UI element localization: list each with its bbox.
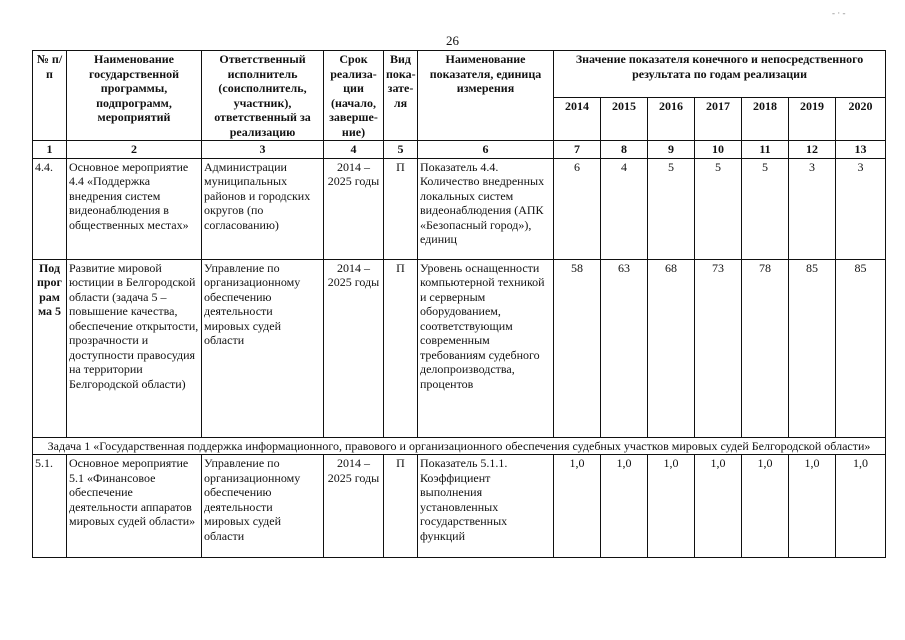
row-type: П [384, 259, 418, 437]
margin-mark: - · - [832, 8, 846, 18]
task-title: Задача 1 «Государственная поддержка информационного, правового и организационного обеспечения судебных участков мировых судей Белгородской области» [33, 437, 886, 455]
row-value: 85 [836, 259, 886, 437]
row-name: Развитие мировой юстиции в Белгородской области (задача 5 – повышение качества, обеспечение открытости, прозрачности и доступности правосудия на территории Белгородской области) [67, 259, 202, 437]
row-indicator: Показатель 4.4. Количество внедренных локальных систем видеонаблюдения (АПК «Безопасный город»), единиц [418, 158, 554, 259]
header-no: № п/п [33, 51, 67, 141]
row-number: 5.1. [33, 455, 67, 558]
row-value: 3 [836, 158, 886, 259]
row-term: 2014 – 2025 годы [324, 259, 384, 437]
row-responsible: Управление по организационному обеспечению деятельности мировых судей области [202, 455, 324, 558]
row-value: 63 [601, 259, 648, 437]
row-indicator: Уровень оснащенности компьютерной техникой и серверным оборудованием, соответствующим современным требованиям судебного делопроизводства, процентов [418, 259, 554, 437]
row-term: 2014 – 2025 годы [324, 158, 384, 259]
column-number: 1 [33, 141, 67, 159]
table-row [33, 158, 886, 259]
row-name: Основное мероприятие 5.1 «Финансовое обеспечение деятельности аппаратов мировых судей области» [67, 455, 202, 558]
row-value: 1,0 [554, 455, 601, 558]
column-number: 13 [836, 141, 886, 159]
row-value: 6 [554, 158, 601, 259]
row-value: 5 [695, 158, 742, 259]
row-value: 78 [742, 259, 789, 437]
row-value: 5 [648, 158, 695, 259]
column-number-row [33, 141, 886, 159]
table-row [33, 259, 886, 437]
row-name: Основное мероприятие 4.4 «Поддержка внедрения систем видеонаблюдения в общественных местах» [67, 158, 202, 259]
header-year: 2016 [648, 98, 695, 141]
column-number: 6 [418, 141, 554, 159]
header-values: Значение показателя конечного и непосредственного результата по годам реализации [554, 51, 886, 98]
header-year: 2017 [695, 98, 742, 141]
row-value: 3 [789, 158, 836, 259]
column-number: 12 [789, 141, 836, 159]
column-number: 9 [648, 141, 695, 159]
row-type: П [384, 455, 418, 558]
column-number: 5 [384, 141, 418, 159]
row-number: 4.4. [33, 158, 67, 259]
column-number: 7 [554, 141, 601, 159]
header-responsible: Ответственный исполнитель (соисполнитель, участник), ответственный за реализацию [202, 51, 324, 141]
column-number: 3 [202, 141, 324, 159]
row-value: 1,0 [648, 455, 695, 558]
row-value: 68 [648, 259, 695, 437]
header-year: 2018 [742, 98, 789, 141]
row-value: 5 [742, 158, 789, 259]
header-term: Срок реализа-ции (начало, заверше-ние) [324, 51, 384, 141]
row-value: 85 [789, 259, 836, 437]
header-year: 2019 [789, 98, 836, 141]
row-responsible: Администрации муниципальных районов и городских округов (по согласованию) [202, 158, 324, 259]
task-row [33, 437, 886, 455]
row-term: 2014 – 2025 годы [324, 455, 384, 558]
header-row [33, 51, 886, 98]
row-number: Под прог рам ма 5 [33, 259, 67, 437]
page-number: 26 [446, 33, 459, 48]
header-year: 2020 [836, 98, 886, 141]
row-value: 58 [554, 259, 601, 437]
program-table [32, 50, 886, 558]
header-indicator: Наименование показателя, единица измерения [418, 51, 554, 141]
header-year: 2014 [554, 98, 601, 141]
header-year: 2015 [601, 98, 648, 141]
row-responsible: Управление по организационному обеспечению деятельности мировых судей области [202, 259, 324, 437]
column-number: 4 [324, 141, 384, 159]
row-value: 73 [695, 259, 742, 437]
column-number: 2 [67, 141, 202, 159]
column-number: 8 [601, 141, 648, 159]
column-number: 11 [742, 141, 789, 159]
header-type: Вид пока-зате-ля [384, 51, 418, 141]
table-row [33, 455, 886, 558]
row-value: 1,0 [601, 455, 648, 558]
row-value: 1,0 [695, 455, 742, 558]
row-type: П [384, 158, 418, 259]
row-indicator: Показатель 5.1.1. Коэффициент выполнения установленных государственных функций [418, 455, 554, 558]
row-value: 4 [601, 158, 648, 259]
header-name: Наименование государственной программы, подпрограмм, мероприятий [67, 51, 202, 141]
row-value: 1,0 [836, 455, 886, 558]
column-number: 10 [695, 141, 742, 159]
row-value: 1,0 [789, 455, 836, 558]
row-value: 1,0 [742, 455, 789, 558]
